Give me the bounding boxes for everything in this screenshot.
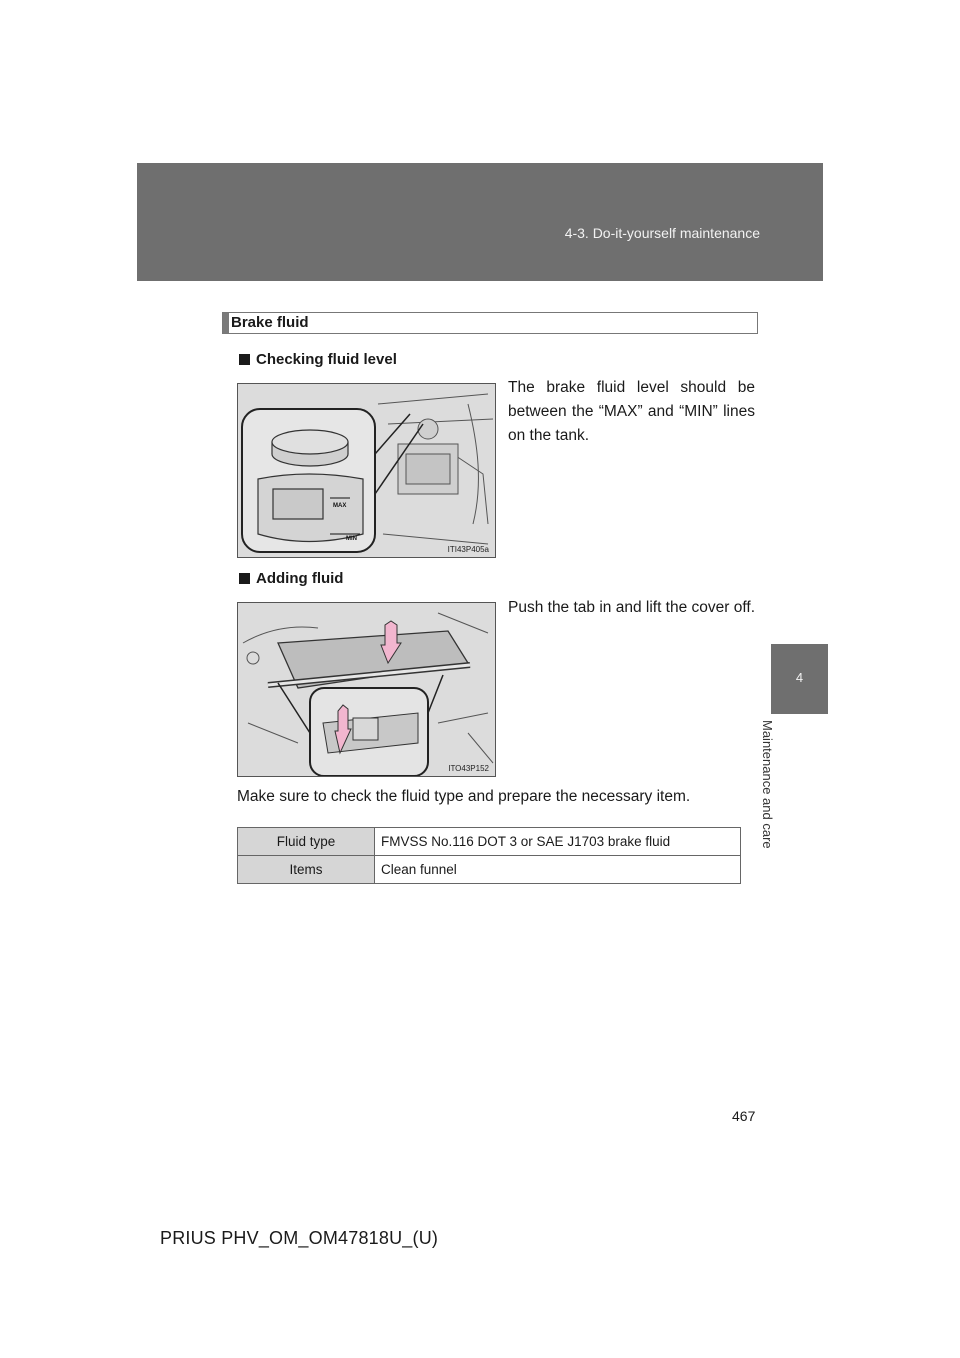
- instruction-text: Make sure to check the fluid type and prepare the necessary item.: [237, 788, 691, 805]
- adding-figure-code: ITO43P152: [448, 764, 489, 773]
- cover-removal-illustration: [238, 603, 495, 776]
- chapter-label-text: Maintenance and care: [760, 720, 775, 849]
- spec-table: [237, 827, 741, 884]
- adding-text: Push the tab in and lift the cover off.: [508, 599, 756, 616]
- page-number: 467: [732, 1108, 756, 1124]
- table-row: [238, 856, 741, 884]
- bullet-square-icon: [239, 573, 250, 584]
- row-value: Clean funnel: [375, 856, 741, 884]
- min-mark-label: MIN: [346, 536, 357, 542]
- adding-heading-text: Adding fluid: [256, 570, 344, 587]
- chapter-number: 4: [795, 670, 804, 685]
- adding-heading: [239, 570, 343, 587]
- section-title: 4-3. Do-it-yourself maintenance: [564, 225, 760, 241]
- bullet-square-icon: [239, 354, 250, 365]
- checking-heading: [239, 351, 397, 368]
- chapter-label: [760, 720, 795, 870]
- document-code: PRIUS PHV_OM_OM47818U_(U): [160, 1228, 439, 1248]
- checking-figure-code: ITI43P405a: [447, 545, 489, 554]
- checking-text: The brake fluid level should be between the “MAX” and “MIN” lines on the tank.: [508, 379, 755, 444]
- checking-heading-text: Checking fluid level: [256, 351, 397, 368]
- row-label: Fluid type: [238, 828, 375, 856]
- checking-figure: [237, 383, 496, 558]
- table-row: [238, 828, 741, 856]
- row-value: FMVSS No.116 DOT 3 or SAE J1703 brake fluid: [375, 828, 741, 856]
- adding-figure: [237, 602, 496, 777]
- max-mark-label: MAX: [333, 503, 347, 509]
- reservoir-illustration: [238, 384, 495, 557]
- row-label: Items: [238, 856, 375, 884]
- topic-title: Brake fluid: [231, 314, 309, 331]
- header-band: [137, 163, 823, 281]
